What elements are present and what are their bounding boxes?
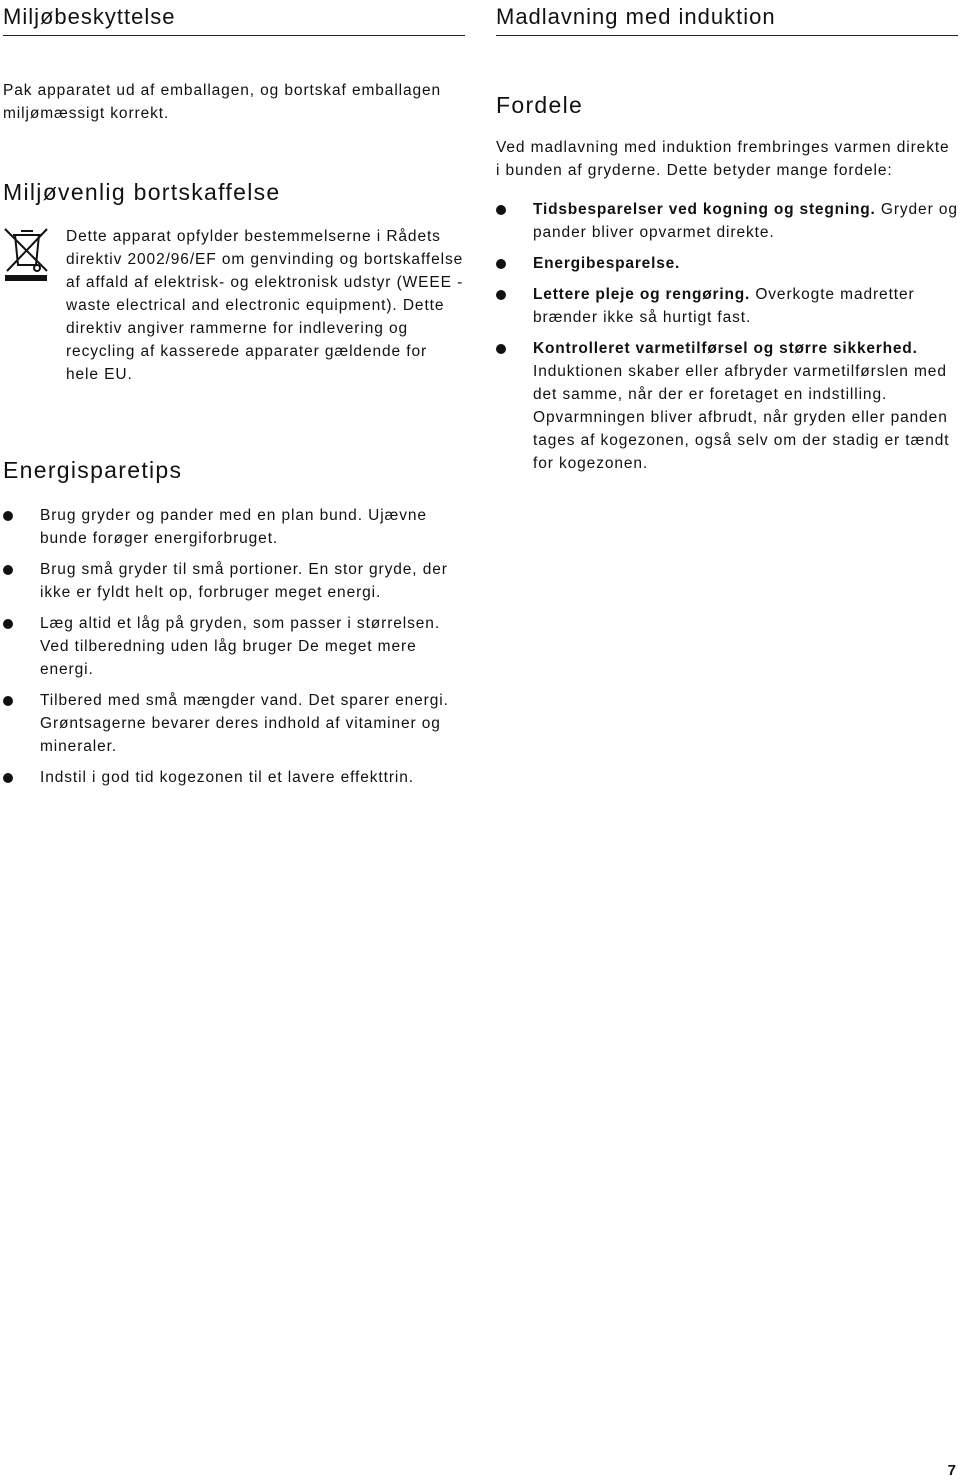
bullet-icon (3, 511, 13, 521)
list-item: Brug gryder og pander med en plan bund. Ujævne bunde forøger energiforbruget. (3, 504, 465, 550)
benefit-title: Kontrolleret varmetilførsel og større sikkerhed. (533, 340, 918, 357)
disposal-heading: Miljøvenlig bortskaffelse (3, 179, 281, 205)
benefits-intro-text: Ved madlavning med induktion frembringes varmen direkte i bunden af gryderne. Dette betyder mange fordele: (496, 139, 950, 179)
disposal-block (3, 225, 465, 386)
list-item (496, 252, 958, 275)
bullet-icon (3, 773, 13, 783)
list-item: Indstil i god tid kogezonen til et lavere effekttrin. (3, 766, 465, 789)
list-item (496, 283, 958, 329)
benefit-text: Overkogte madretter brænder ikke så hurtigt fast. (533, 286, 915, 326)
bullet-icon (3, 696, 13, 706)
right-column (496, 0, 958, 483)
list-item (496, 337, 958, 475)
bullet-icon (496, 344, 506, 354)
benefit-title: Energibesparelse. (533, 255, 681, 272)
energy-tips-heading: Energisparetips (3, 457, 183, 483)
bullet-icon (496, 290, 506, 300)
bullet-icon (496, 259, 506, 269)
section-header-environment: Miljøbeskyttelse (3, 0, 465, 36)
left-column (3, 0, 465, 797)
list-item: Læg altid et låg på gryden, som passer i størrelsen. Ved tilberedning uden låg bruger De meget mere energi. (3, 612, 465, 681)
disposal-text: Dette apparat opfylder bestemmelserne i Rådets direktiv 2002/96/EF om genvinding og bortskaffelse af affald af elektrisk- og elektronisk udstyr (WEEE - waste electrical and electronic equipment). Dette direktiv angiver rammerne for indlevering og recycling af kasserede apparater gældende for hele EU. (66, 228, 464, 383)
bullet-icon (3, 619, 13, 629)
section-header-induction: Madlavning med induktion (496, 0, 958, 36)
benefit-text: Induktionen skaber eller afbryder varmetilførslen med det samme, når der er foretaget en indstilling. Opvarmningen bliver afbrudt, når gryden eller panden tages af kogezonen, også selv om der stadig er tændt for kogezonen. (533, 363, 950, 472)
energy-tips-list (3, 504, 465, 789)
list-item: Tilbered med små mængder vand. Det sparer energi. Grøntsagerne bevarer deres indhold af vitaminer og mineraler. (3, 689, 465, 758)
benefit-title: Lettere pleje og rengøring. (533, 286, 751, 303)
benefits-list (496, 198, 958, 475)
benefit-title: Tidsbesparelser ved kogning og stegning. (533, 201, 876, 218)
list-item: Brug små gryder til små portioner. En stor gryde, der ikke er fyldt helt op, forbruger meget energi. (3, 558, 465, 604)
unpack-intro-text: Pak apparatet ud af emballagen, og bortskaf emballagen miljømæssigt korrekt. (3, 82, 442, 122)
bullet-icon (3, 565, 13, 575)
crossed-out-wheelie-bin-icon (3, 225, 51, 283)
benefit-text: Gryder og pander bliver opvarmet direkte. (533, 201, 958, 241)
bullet-icon (496, 205, 506, 215)
benefits-heading: Fordele (496, 92, 584, 118)
list-item (496, 198, 958, 244)
page-number: 7 (947, 1462, 956, 1479)
